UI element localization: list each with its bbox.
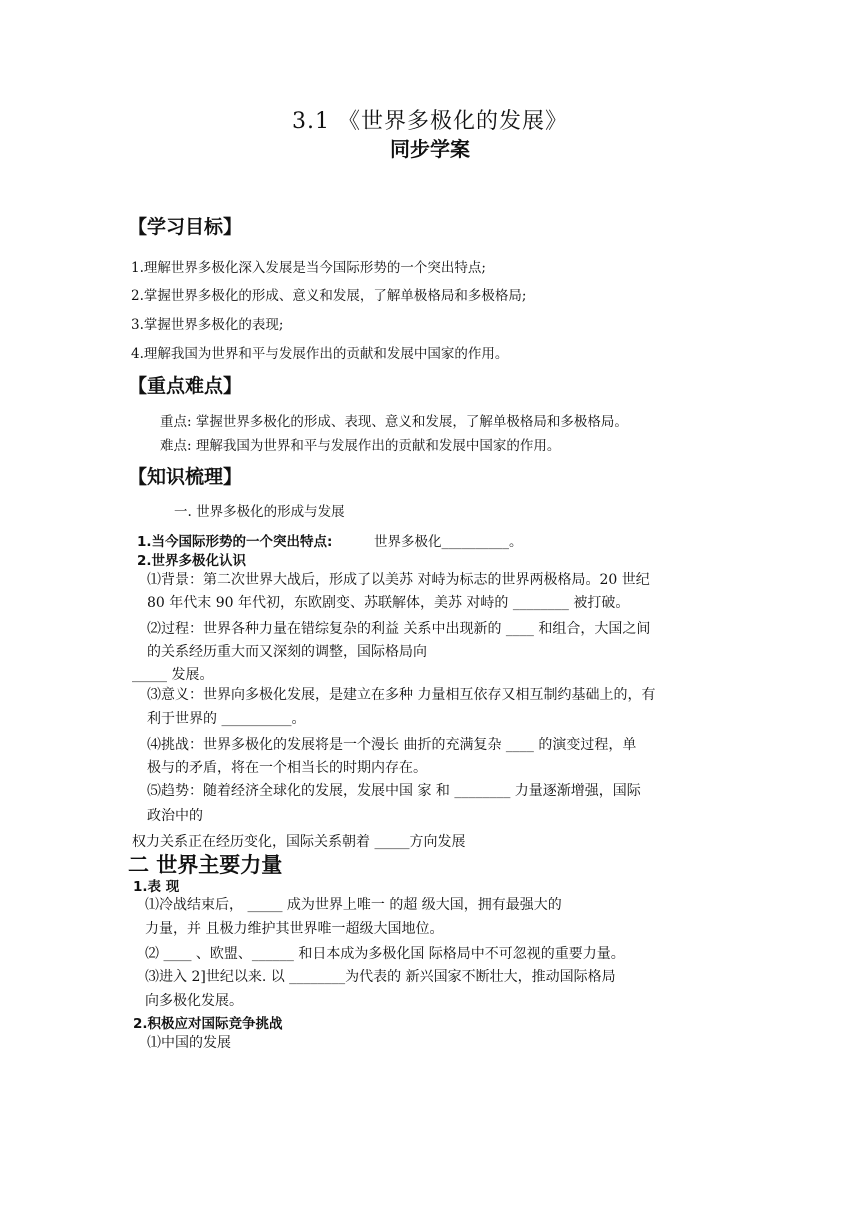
part2-heading: 二 世界主要力量 — [128, 853, 283, 877]
meaning-line: ⑶意义：世界向多极化发展，是建立在多种 力量相互依存又相互制约基础上的，有 — [147, 687, 656, 703]
process-line: _____ 发展。 — [132, 667, 214, 683]
process-line: 的关系经历重大而又深刻的调整，国际格局向 — [147, 644, 427, 660]
trend-line: 权力关系正在经历变化，国际关系朝着 _____方向发展 — [132, 834, 466, 850]
document-title: 3.1 《世界多极化的发展》 — [292, 109, 568, 134]
part1-title: 一. 世界多极化的形成与发展 — [174, 504, 345, 520]
q1-label: 1.当今国际形势的一个突出特点: — [137, 534, 333, 550]
trend-line: 政治中的 — [147, 808, 203, 824]
key-point-text: 重点: 掌握世界多极化的形成、表现、意义和发展，了解单极格局和多极格局。 — [160, 414, 628, 430]
q2-label: 2.世界多极化认识 — [137, 553, 247, 569]
part2-s2-label: 2.积极应对国际竞争挑战 — [133, 1016, 283, 1032]
key-points-heading: 【重点难点】 — [128, 375, 243, 397]
knowledge-heading: 【知识梳理】 — [128, 466, 243, 488]
objective-item: 2.掌握世界多极化的形成、意义和发展，了解单极格局和多极格局; — [131, 288, 527, 304]
objective-item: 3.掌握世界多极化的表现; — [131, 317, 284, 333]
process-line: ⑵过程：世界各种力量在错综复杂的利益 关系中出现新的 ____ 和组合，大国之间 — [147, 621, 651, 637]
q1-text: 世界多极化__________。 — [374, 534, 523, 550]
part2-line: 向多极化发展。 — [145, 993, 243, 1009]
background-line: ⑴背景：第二次世界大战后，形成了以美苏 对峙为标志的世界两极格局。20 世纪 — [147, 572, 650, 588]
meaning-line: 利于世界的 __________。 — [147, 711, 306, 727]
part2-line: ⑴冷战结束后， _____ 成为世界上唯一 的超 级大国，拥有最强大的 — [145, 897, 562, 913]
part2-s1-label: 1.表 现 — [133, 879, 180, 895]
part2-line: ⑶进入 2]世纪以来. 以 ________为代表的 新兴国家不断壮大，推动国际格局 — [145, 969, 616, 985]
part2-line: ⑴中国的发展 — [147, 1035, 231, 1051]
challenge-line: ⑷挑战：世界多极化的发展将是一个漫长 曲折的充满复杂 ____ 的演变过程，单 — [147, 737, 637, 753]
challenge-line: 极与的矛盾，将在一个相当长的时期内存在。 — [147, 760, 427, 776]
difficult-point-text: 难点: 理解我国为世界和平与发展作出的贡献和发展中国家的作用。 — [160, 438, 561, 454]
trend-line: ⑸趋势：随着经济全球化的发展，发展中国 家 和 ________ 力量逐渐增强，国际 — [147, 783, 641, 799]
objective-item: 4.理解我国为世界和平与发展作出的贡献和发展中国家的作用。 — [131, 346, 509, 362]
part2-line: 力量，并 且极力维护其世界唯一超级大国地位。 — [145, 921, 444, 937]
objectives-heading: 【学习目标】 — [128, 216, 243, 238]
part2-line: ⑵ ____ 、欧盟、______ 和日本成为多极化国 际格局中不可忽视的重要力量。 — [145, 946, 625, 962]
objective-item: 1.理解世界多极化深入发展是当今国际形势的一个突出特点; — [131, 260, 486, 276]
document-subtitle: 同步学案 — [390, 137, 470, 161]
background-line: 80 年代末 90 年代初，东欧剧变、苏联解体，美苏 对峙的 ________ 被打破。 — [147, 595, 630, 611]
